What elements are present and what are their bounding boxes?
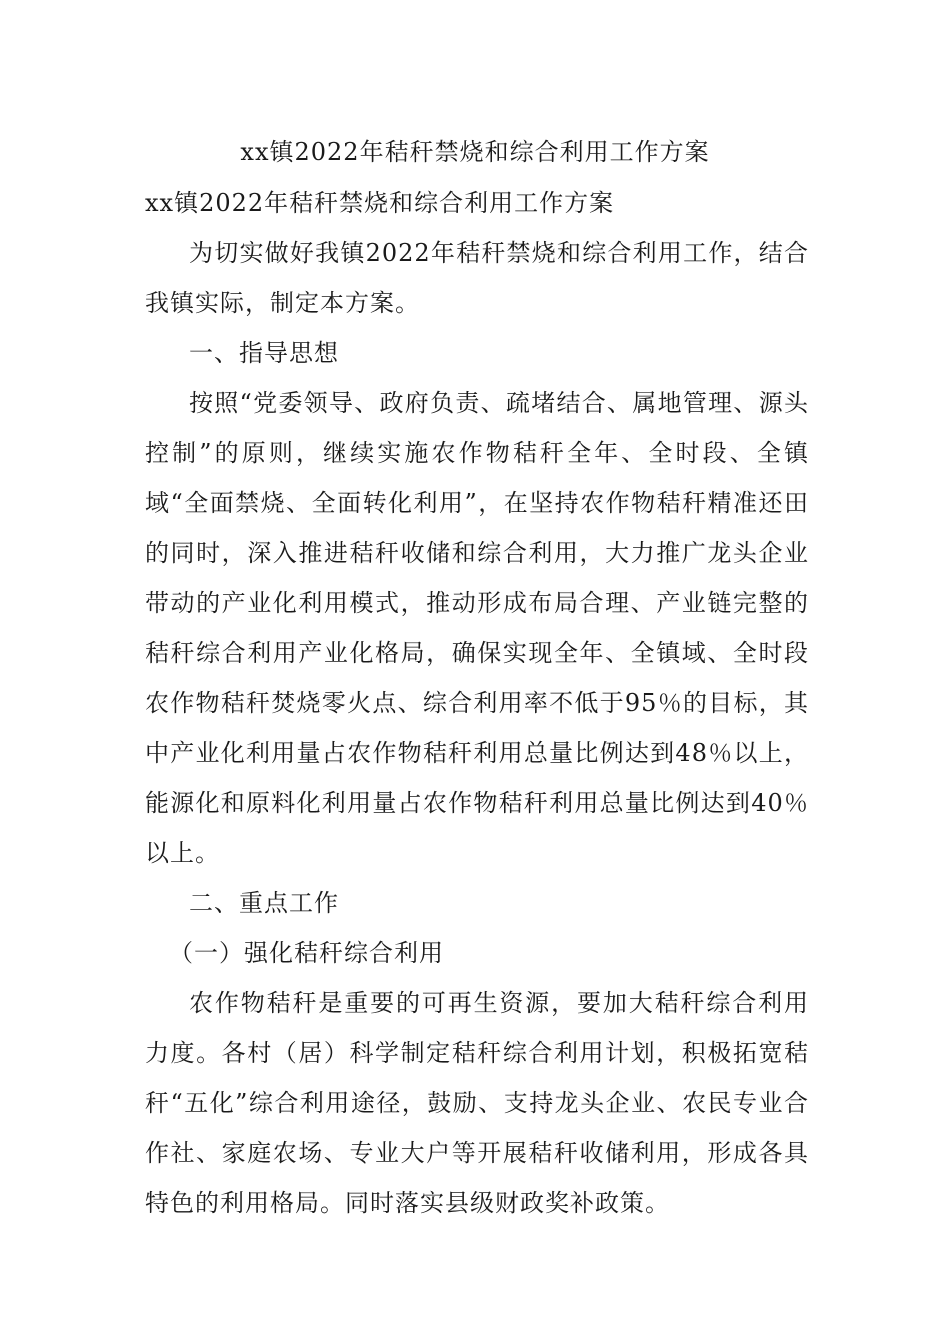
guiding-ideology-paragraph: 按照“党委领导、政府负责、疏堵结合、属地管理、源头控制”的原则，继续实施农作物秸秆全年、全时段、全镇域“全面禁烧、全面转化利用”，在坚持农作物秸秆精准还田的同时，深入推进秸秆收储和综合利用，大力推广龙头企业带动的产业化利用模式，推动形成布局合理、产业链完整的秸秆综合利用产业化格局，确保实现全年、全镇域、全时段农作物秸秆焚烧零火点、综合利用率不低于95％的目标，其中产业化利用量占农作物秸秆利用总量比例达到48％以上，能源化和原料化利用量占农作物秸秆利用总量比例达到40％以上。 <box>145 389 809 867</box>
section-heading-key-work: 二、重点工作 <box>189 889 339 917</box>
document-title: xx镇2022年秸秆禁烧和综合利用工作方案 <box>240 138 710 166</box>
intro-paragraph: 为切实做好我镇2022年秸秆禁烧和综合利用工作，结合我镇实际，制定本方案。 <box>145 239 809 317</box>
document-subtitle: xx镇2022年秸秆禁烧和综合利用工作方案 <box>145 189 615 217</box>
document-body <box>145 178 809 1228</box>
subsection-heading-utilization: （一）强化秸秆综合利用 <box>169 939 444 967</box>
utilization-paragraph: 农作物秸秆是重要的可再生资源，要加大秸秆综合利用力度。各村（居）科学制定秸秆综合利用计划，积极拓宽秸秆“五化”综合利用途径，鼓励、支持龙头企业、农民专业合作社、家庭农场、专业大户等开展秸秆收储利用，形成各具特色的利用格局。同时落实县级财政奖补政策。 <box>145 989 809 1217</box>
section-heading-guiding-ideology: 一、指导思想 <box>189 339 339 367</box>
